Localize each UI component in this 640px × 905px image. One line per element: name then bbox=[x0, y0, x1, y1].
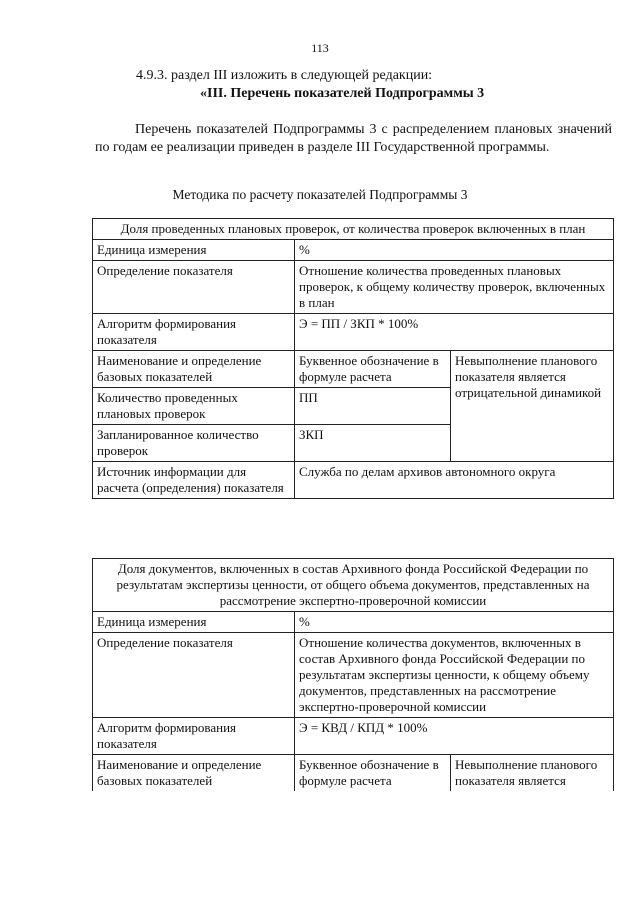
unit-value: % bbox=[295, 612, 614, 633]
planned-inspections-symbol: ЗКП bbox=[295, 425, 451, 462]
planned-inspections-label: Запланированное количество проверок bbox=[93, 425, 295, 462]
page-number: 113 bbox=[311, 41, 329, 55]
symbol-header: Буквенное обозначение в формуле расчета bbox=[295, 755, 451, 792]
indicator-table-1 bbox=[92, 218, 614, 499]
base-indicators-label: Наименование и определение базовых показателей bbox=[93, 755, 295, 792]
algorithm-label: Алгоритм формирования показателя bbox=[93, 718, 295, 755]
algorithm-formula: Э = КВД / КПД * 100% bbox=[295, 718, 614, 755]
base-indicators-label: Наименование и определение базовых показателей bbox=[93, 351, 295, 388]
amendment-line: 4.9.3. раздел III изложить в следующей редакции: bbox=[136, 68, 433, 83]
algorithm-label: Алгоритм формирования показателя bbox=[93, 314, 295, 351]
source-label: Источник информации для расчета (определения) показателя bbox=[93, 462, 295, 499]
definition-label: Определение показателя bbox=[93, 633, 295, 718]
symbol-header: Буквенное обозначение в формуле расчета bbox=[295, 351, 451, 388]
algorithm-formula: Э = ПП / ЗКП * 100% bbox=[295, 314, 614, 351]
conducted-inspections-symbol: ПП bbox=[295, 388, 451, 425]
intro-paragraph: Перечень показателей Подпрограммы 3 с распределением плановых значений по годам ее реализации приведен в разделе III Государственной программы. bbox=[95, 122, 612, 155]
methodology-title: Методика по расчету показателей Подпрограммы 3 bbox=[172, 187, 468, 202]
definition-value: Отношение количества документов, включенных в состав Архивного фонда Российской Федерации по результатам экспертизы ценности, к общему объему документов, представленных на рассмотрение экспертно-проверочной комиссии bbox=[295, 633, 614, 718]
conducted-inspections-label: Количество проведенных плановых проверок bbox=[93, 388, 295, 425]
base-note: Невыполнение планового показателя является отрицательной динамикой bbox=[451, 351, 614, 462]
section-heading: «III. Перечень показателей Подпрограммы 3 bbox=[200, 86, 485, 101]
base-note: Невыполнение планового показателя является bbox=[451, 755, 614, 792]
unit-label: Единица измерения bbox=[93, 612, 295, 633]
indicator-2-title: Доля документов, включенных в состав Архивного фонда Российской Федерации по результатам экспертизы ценности, от общего объема документов, представленных на рассмотрение экспертно-проверочной комиссии bbox=[93, 559, 614, 612]
unit-label: Единица измерения bbox=[93, 240, 295, 261]
source-value: Служба по делам архивов автономного округа bbox=[295, 462, 614, 499]
definition-label: Определение показателя bbox=[93, 261, 295, 314]
unit-value: % bbox=[295, 240, 614, 261]
definition-value: Отношение количества проведенных плановых проверок, к общему количеству проверок, включенных в план bbox=[295, 261, 614, 314]
indicator-1-title: Доля проведенных плановых проверок, от количества проверок включенных в план bbox=[93, 219, 614, 240]
indicator-table-2 bbox=[92, 558, 614, 791]
